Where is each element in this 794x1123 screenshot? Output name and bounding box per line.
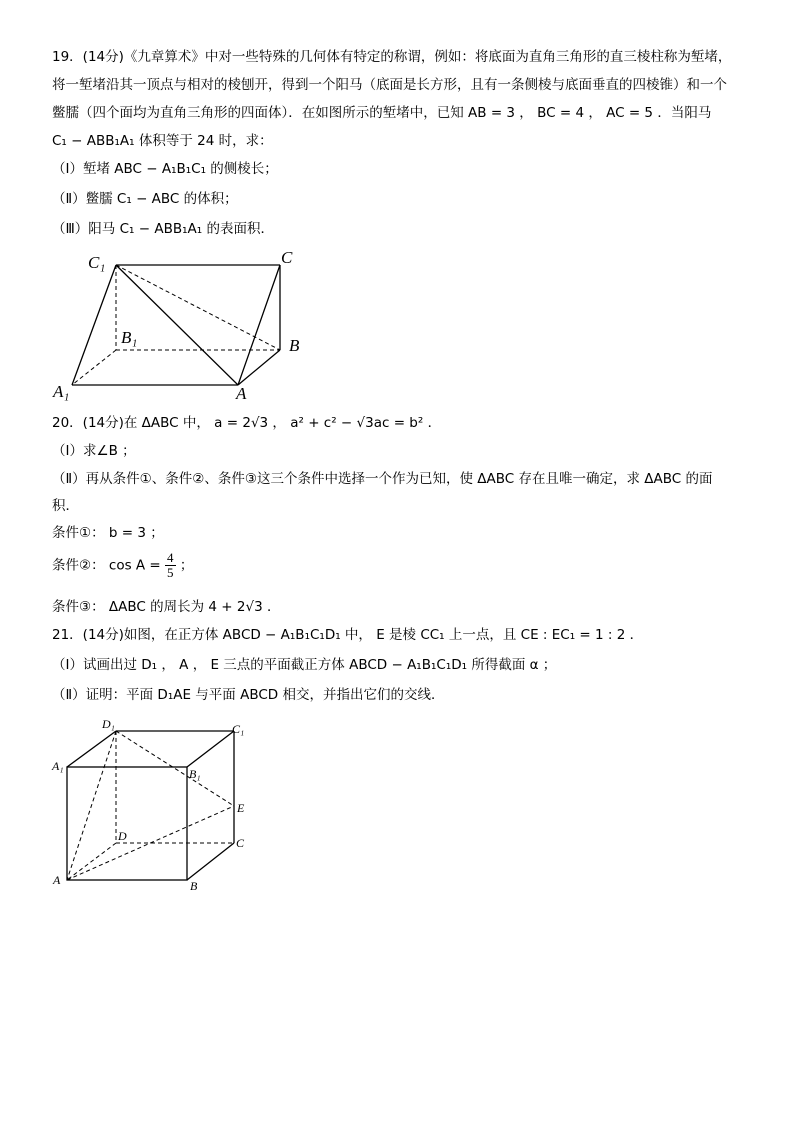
edge-c1-a1 (72, 265, 116, 385)
q20-condition-3: 条件③： ΔABC 的周长为 4 + 2√3 ． (52, 599, 281, 615)
q19-part-2: （Ⅱ）鳖臑 C₁ − ABC 的体积； (52, 191, 238, 207)
label-b1: B₁ (121, 328, 138, 347)
q20-part-2: （Ⅱ）再从条件①、条件②、条件③这三个条件中选择一个作为已知，使 ΔABC 存在且唯一确定，求 ΔABC 的面 (52, 471, 713, 487)
label-c: C (236, 836, 245, 850)
label-a1: A₁ (52, 759, 64, 773)
edge-b-c (187, 843, 234, 880)
q20-part-2-cont: 积． (52, 498, 79, 514)
edge-a1-d1 (67, 731, 116, 767)
label-c1: C₁ (232, 722, 245, 736)
q19-line-3: 鳖臑（四个面均为直角三角形的四面体）．在如图所示的堑堵中，已知 AB = 3 ， BC = 4 ， AC = 5 ．当阳马 (52, 105, 712, 121)
label-a: A (53, 873, 61, 887)
q20-condition-2-suffix: ； (175, 557, 194, 574)
q19-line-2: 将一堑堵沿其一顶点与相对的棱刨开，得到一个阳马（底面是长方形，且有一条侧棱与底面垂直的四棱锥）和一个 (52, 77, 727, 93)
label-c1: C₁ (88, 253, 106, 272)
cube-figure (48, 710, 263, 895)
hidden-edge-c1-b (116, 265, 280, 350)
label-b1: B₁ (189, 767, 201, 781)
edge-b1-c1 (187, 731, 234, 767)
front-face (67, 767, 187, 880)
q19-part-1: （Ⅰ）堑堵 ABC − A₁B₁C₁ 的侧棱长； (52, 161, 278, 177)
edge-c1-a (116, 265, 238, 385)
q20-condition-2 (52, 551, 193, 580)
label-b: B (289, 336, 300, 355)
label-c: C (281, 248, 293, 267)
label-d: D (118, 829, 127, 843)
label-d1: D₁ (102, 717, 115, 731)
hidden-line-d1-a (67, 731, 116, 880)
fraction (165, 551, 176, 580)
fraction-denominator: 5 (167, 565, 174, 580)
q20-part-1: （Ⅰ）求∠B ； (52, 443, 136, 459)
q21-part-1: （Ⅰ）试画出过 D₁ ， A ， E 三点的平面截正方体 ABCD − A₁B₁C₁D₁ 所得截面 α ； (52, 657, 557, 673)
q20-line-1: 20．(14分)在 ΔABC 中， a = 2√3 ， a² + c² − √3ac = b² ． (52, 415, 442, 431)
q19-line-1: 19．(14分)《九章算术》中对一些特殊的几何体有特定的称谓，例如：将底面为直角三角形的直三棱柱称为堑堵， (52, 49, 732, 65)
label-e: E (237, 801, 245, 815)
prism-figure (48, 245, 318, 405)
hidden-line-d1-e (116, 731, 234, 806)
q21-line-1: 21．(14分)如图，在正方体 ABCD − A₁B₁C₁D₁ 中， E 是棱 CC₁ 上一点，且 CE : EC₁ = 1 : 2 ． (52, 627, 644, 643)
q20-condition-2-prefix: 条件②： cos A = (52, 557, 166, 574)
label-a: A (236, 384, 247, 403)
q21-part-2: （Ⅱ）证明：平面 D₁AE 与平面 ABCD 相交，并指出它们的交线． (52, 687, 445, 703)
q19-line-4: C₁ − ABB₁A₁ 体积等于 24 时，求： (52, 133, 273, 149)
q20-condition-1: 条件①： b = 3 ； (52, 525, 164, 541)
label-a1: A₁ (53, 382, 70, 401)
fraction-numerator: 4 (167, 550, 174, 565)
label-b: B (190, 879, 198, 893)
q19-part-3: （Ⅲ）阳马 C₁ − ABB₁A₁ 的表面积． (52, 221, 274, 237)
